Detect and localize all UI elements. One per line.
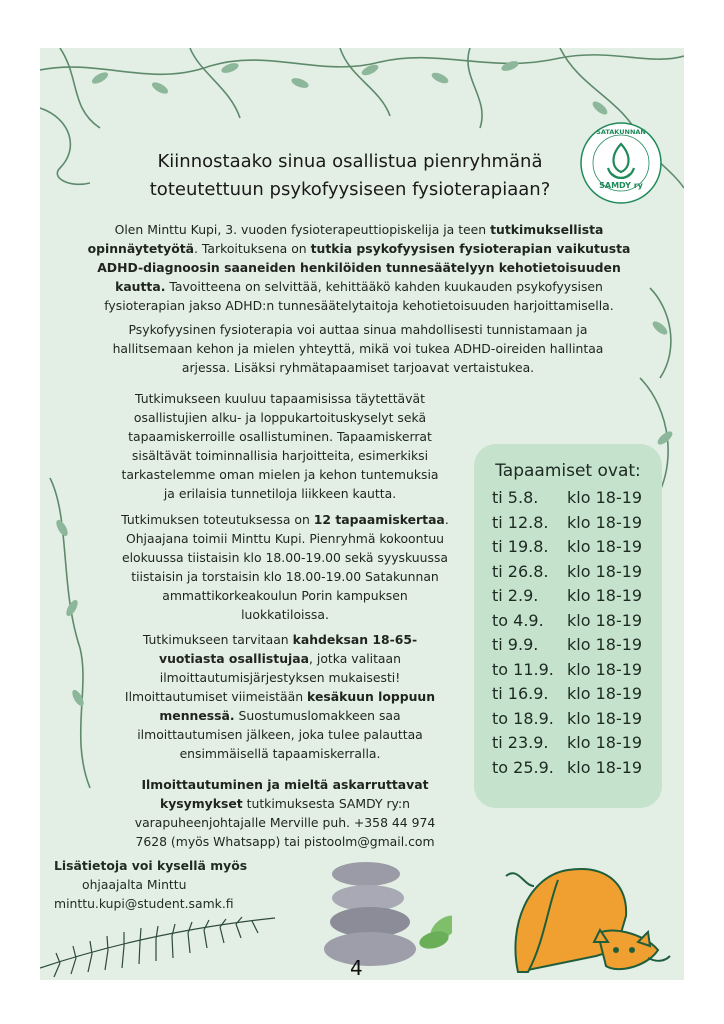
schedule-title: Tapaamiset ovat: bbox=[495, 461, 641, 481]
schedule-row: ti 5.8. klo 18-19 bbox=[492, 488, 643, 507]
implementation-paragraph: Tutkimuksen toteutuksessa on 12 tapaamiskertaa. Ohjaajana toimii Minttu Kupi. Pienryhmä kokoontuu elokuussa tiistaisin klo 18.00-19.00 sekä syyskuussa tiistaisin ja torstaisin klo 18.00-19.00 Satakunnan ammattikorkeakoulun Porin kampuksen luokkatiloissa. bbox=[121, 512, 449, 622]
logo-top-text: SATAKUNNAN bbox=[596, 128, 646, 136]
contact-line-1: Lisätietoja voi kysellä myös bbox=[54, 858, 248, 873]
schedule-row: to 11.9. klo 18-19 bbox=[492, 660, 643, 679]
registration-paragraph: Ilmoittautuminen ja mieltä askarruttavat kysymykset tutkimuksesta SAMDY ry:n varapuheenjohtajalle Merville puh. +358 44 974 7628 (myös Whatsapp) tai pistoolm@gmail.com bbox=[134, 777, 436, 849]
schedule-box bbox=[474, 444, 662, 808]
title-line-1: Kiinnostaako sinua osallistua pienryhmänä bbox=[157, 151, 543, 172]
schedule-row: ti 12.8. klo 18-19 bbox=[492, 513, 643, 532]
schedule-row: ti 16.9. klo 18-19 bbox=[492, 684, 643, 703]
study-content-paragraph: Tutkimukseen kuuluu tapaamisissa täytettävät osallistujien alku- ja loppukartoituskyselyt sekä tapaamiskerroille osallistuminen. Tapaamiskerrat sisältävät toiminnallisia harjoitteita, esimerkiksi tarkastelemme oman mielen ja kehon tuntemuksia ja erilaisia tunnetiloja liikkeen kautta. bbox=[121, 391, 439, 501]
cat-illustration bbox=[498, 846, 678, 978]
page-title bbox=[110, 148, 590, 204]
schedule-row: ti 23.9. klo 18-19 bbox=[492, 733, 643, 752]
benefits-paragraph: Psykofyysinen fysioterapia voi auttaa sinua mahdollisesti tunnistamaan ja hallitsemaan kehon ja mielen yhteyttä, mikä voi tukea ADHD-oireiden hallintaa arjessa. Lisäksi ryhmätapaamiset tarjoavat vertaistukea. bbox=[112, 322, 604, 375]
schedule-row: to 18.9. klo 18-19 bbox=[492, 709, 643, 728]
participants-paragraph: Tutkimukseen tarvitaan kahdeksan 18-65-vuotiasta osallistujaa, jotka valitaan ilmoittautumisjärjestyksen mukaisesti! Ilmoittautumiset viimeistään kesäkuun loppuun mennessä. Suostumuslomakkeen saa ilmoittautumisen jälkeen, joka tulee palauttaa ensimmäisellä tapaamiskerralla. bbox=[124, 632, 436, 761]
logo-name-text: SAMDY ry bbox=[599, 181, 643, 190]
contact-line-2: ohjaajalta Minttu bbox=[82, 877, 187, 892]
schedule-row: ti 19.8. klo 18-19 bbox=[492, 537, 643, 556]
schedule-row: ti 2.9. klo 18-19 bbox=[492, 586, 643, 605]
intro-paragraph: Olen Minttu Kupi, 3. vuoden fysioterapeuttiopiskelija ja teen tutkimuksellista opinnäytetyötä. Tarkoituksena on tutkia psykofyysisen fysioterapian vaikutusta ADHD-diagnoosin saaneiden henkilöiden tunnesäätelyyn kehotietoisuuden kautta. Tavoitteena on selvittää, kehittääkö kahden kuukauden psykofyysisen fysioterapian jakso ADHD:n tunnesäätelytaitoja kehotietoisuuden harjoittamisella. bbox=[87, 222, 631, 313]
flyer-page bbox=[40, 48, 684, 980]
fern-illustration bbox=[40, 888, 280, 980]
contact-email[interactable]: minttu.kupi@student.samk.fi bbox=[54, 896, 234, 911]
title-line-2: toteutettuun psykofyysiseen fysioterapiaan? bbox=[149, 179, 551, 200]
samdy-logo bbox=[580, 122, 662, 204]
schedule-row: to 4.9. klo 18-19 bbox=[492, 611, 643, 630]
stacked-stones-illustration bbox=[322, 854, 452, 974]
page-number: 4 bbox=[350, 956, 363, 980]
schedule-row: to 25.9. klo 18-19 bbox=[492, 758, 643, 777]
schedule-row: ti 9.9. klo 18-19 bbox=[492, 635, 643, 654]
schedule-row: ti 26.8. klo 18-19 bbox=[492, 562, 643, 581]
